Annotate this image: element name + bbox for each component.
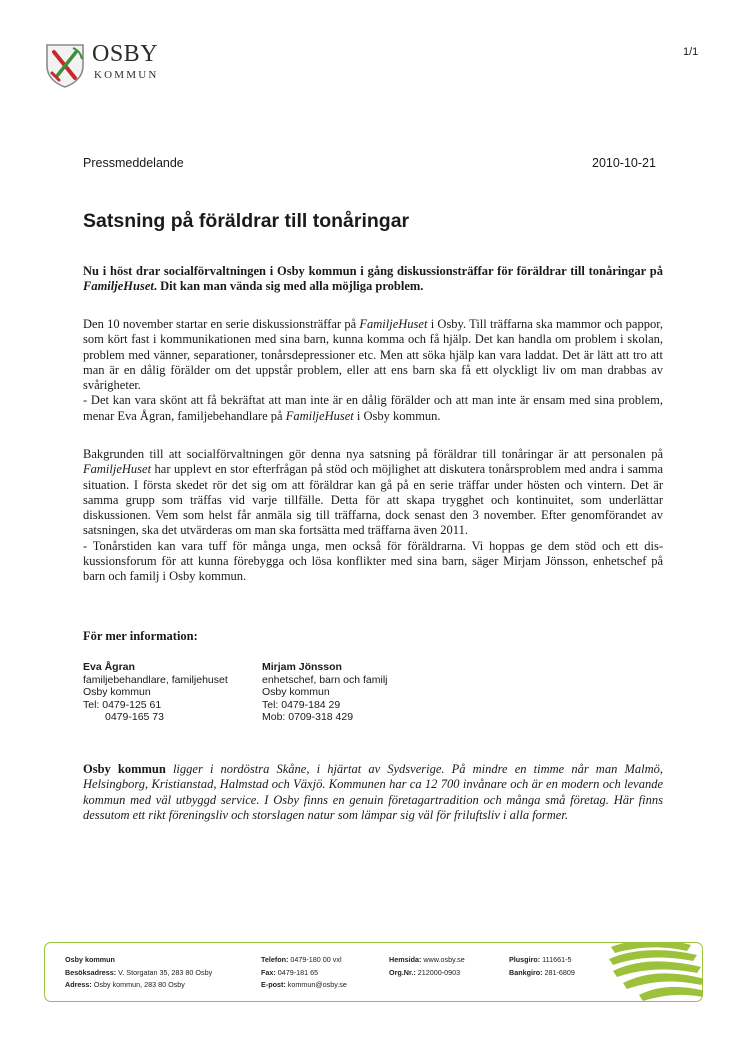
footer-address-label: Adress: (65, 980, 92, 989)
footer-bankgiro-label: Bankgiro: (509, 967, 543, 977)
footer-org: Osby kommun (65, 955, 115, 964)
footer-web-column (389, 954, 465, 979)
contact-card (83, 661, 228, 724)
footer-email-label: E-post: (261, 980, 286, 989)
footer-web-label: Hemsida: (389, 955, 422, 964)
contact-title: enhetschef, barn och familj (262, 673, 388, 686)
logo-subtitle: KOMMUN (94, 69, 159, 81)
contact-mobile: Mob: 0709-318 429 (262, 711, 354, 724)
lead-text: Nu i höst drar socialförvaltningen i Osby kommun i gång diskussionsträffar för föräldrar till tonåringar på (83, 264, 663, 278)
coat-of-arms-icon (44, 42, 88, 88)
p2-emphasis-1: FamiljeHuset (83, 462, 152, 477)
lead-text-end: . Dit kan man vända sig med alla möjliga problem. (153, 279, 424, 294)
footer-email-link[interactable]: kommun@osby.se (285, 980, 347, 989)
contact-org: Osby kommun (262, 686, 330, 699)
footer-fax-label: Fax: (261, 967, 276, 977)
p1-text-a: Den 10 november startar en serie diskussionsträffar på (83, 317, 360, 331)
contact-phone-2: 0479-165 73 (105, 711, 164, 724)
p1-text-b: i Osby. Till träffarna ska mammor och pappor, som kört fast i kommunikationen med sina barn, kunna komma och få hjälp. Det kan handla om problem i skolan, problem med vänner, separationer, tonårsdepressioner etc. Men att söka hjälp kan vara laddat. Det är lätt att tro att man är en dålig förälder om det uppstår problem, eller att ens barn ska få ett olyckligt liv om man drabbas av svårigheter. (83, 317, 663, 393)
body-paragraph-1 (83, 317, 663, 424)
about-name: Osby kommun (83, 762, 166, 776)
contact-phone: Tel: 0479-125 61 (83, 698, 162, 711)
about-text: ligger i nordöstra Skåne, i hjärtat av Sydsverige. På mindre en timme når man Malmö, Helsingborg, Kristianstad, Halmstad och Växjö. Kommunen har ca 12 700 invånare och är en modern och levande kommun med väl utbyggd service. I Osby finns en genuin företagartradition och många små företag. Här finns dessutom ett rikt föreningsliv och storslagen natur som lämpar sig väl för friluftsliv i alla former. (83, 762, 663, 822)
contact-name: Mirjam Jönsson (262, 661, 342, 673)
p1-emphasis-2: FamiljeHuset (285, 408, 354, 423)
lead-paragraph (83, 264, 663, 295)
footer-phone-column (261, 954, 347, 992)
footer-swoosh-icon (601, 942, 703, 1002)
about-municipality (83, 762, 663, 823)
p2-text-b: har upplevt en stor efterfrågan på stöd och möjlighet att diskutera tonårsproblem med andra i samma situation. I första skedet rör det sig om att föräldrar kan gå på en serie träffar under hösten och vintern. Det är samma grupp som träffas vid varje tillfälle. Detta för att skapa trygghet och kontinuitet, som underlättar diskussionen. Vem som helst får anmäla sig till träffarna, dock senast den 3 november. Efter genomförandet av satsningen, ska det utvärderas om man ska fortsätta med träffarna även 2011. (83, 462, 663, 538)
footer-visit-label: Besöksadress: (65, 967, 117, 977)
footer-orgnr: 212000-0903 (415, 967, 461, 977)
p2-text-a: Bakgrunden till att socialförvaltningen gör denna nya satsning på föräldrar till tonåringar är att personalen på (83, 447, 663, 461)
footer-giro-column (509, 954, 575, 979)
footer-website-link[interactable]: www.osby.se (421, 955, 465, 964)
footer (44, 942, 703, 1002)
footer-bankgiro: 281-6809 (542, 967, 575, 977)
p1-quote: - Det kan vara skönt att få bekräftat att man inte är en dålig förälder och att man inte är ensam med sina problem, menar Eva Ågran, familjebehandlare på (83, 393, 663, 423)
contact-title: familjebehandlare, familjehuset (83, 673, 228, 686)
footer-phone: 0479-180 00 vxl (288, 955, 342, 964)
contact-name: Eva Ågran (83, 661, 135, 673)
document-type: Pressmeddelande (83, 156, 184, 170)
headline: Satsning på föräldrar till tonåringar (83, 210, 410, 232)
footer-postal-address: Osby kommun, 283 80 Osby (91, 980, 185, 989)
document-date: 2010-10-21 (592, 156, 656, 170)
footer-address-column (65, 954, 212, 992)
footer-phone-label: Telefon: (261, 955, 289, 964)
info-heading: För mer information: (83, 629, 198, 643)
p1-emphasis-1: FamiljeHuset (359, 317, 428, 331)
contact-phone: Tel: 0479-184 29 (262, 698, 341, 711)
p1-text-d: i Osby kommun. (353, 408, 441, 423)
p2-quote: - Tonårstiden kan vara tuff för många unga, men också för föräldrarna. Vi hoppas ge dem stöd och ett diskussionsforum för att kunna förebygga och lösa konflikter med sina barn, säger Mirjam Jönsson, enhetschef på barn och familj i Osby kommun. (83, 538, 663, 584)
body-paragraph-2 (83, 447, 663, 585)
contact-org: Osby kommun (83, 686, 151, 699)
footer-fax: 0479-181 65 (275, 967, 319, 977)
lead-emphasis: FamiljeHuset (83, 279, 154, 294)
footer-plusgiro-label: Plusgiro: (509, 955, 541, 964)
footer-orgnr-label: Org.Nr.: (389, 967, 416, 977)
footer-visit-address: V. Storgatan 35, 283 80 Osby (116, 967, 213, 977)
page-number: 1/1 (683, 46, 699, 58)
contact-card (262, 661, 388, 724)
footer-plusgiro: 111661-5 (540, 955, 572, 964)
logo-name: OSBY (92, 41, 159, 67)
osby-kommun-logo (44, 42, 174, 88)
